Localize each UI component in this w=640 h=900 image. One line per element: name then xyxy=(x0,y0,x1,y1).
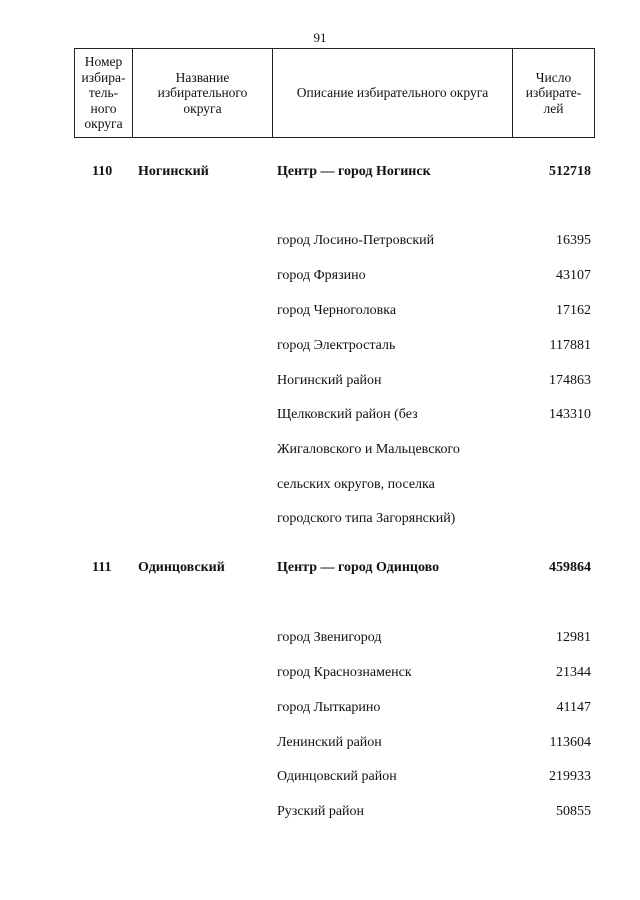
header-number-column: Номер избира- тель- ного округа xyxy=(75,49,133,137)
district-center: Центр — город Ногинск xyxy=(277,164,431,179)
item-value: 50855 xyxy=(556,804,591,819)
item-label: Рузский район xyxy=(277,804,365,819)
item-value: 12981 xyxy=(556,630,591,645)
district-voters: 512718 xyxy=(549,164,591,179)
header-description-column: Описание избирательного округа xyxy=(273,49,513,137)
item-value: 17162 xyxy=(556,303,591,318)
district-voters: 459864 xyxy=(549,560,591,575)
item-value: 143310 xyxy=(549,407,591,422)
district-center: Центр — город Одинцово xyxy=(277,560,440,575)
item-label: Ленинский район xyxy=(277,735,382,750)
district-number: 110 xyxy=(92,164,113,179)
item-value: 113604 xyxy=(549,735,591,750)
item-label: город Лыткарино xyxy=(277,700,381,715)
item-value: 219933 xyxy=(549,769,591,784)
district-number: 111 xyxy=(92,560,112,575)
item-label: город Лосино-Петровский xyxy=(277,233,435,248)
item-value: 43107 xyxy=(556,268,591,283)
item-value: 41147 xyxy=(556,700,591,715)
item-value: 16395 xyxy=(556,233,591,248)
item-label: город Звенигород xyxy=(277,630,382,645)
table-header xyxy=(74,48,595,138)
header-name-column: Название избирательного округа xyxy=(133,49,273,137)
item-label: Щелковский район (без xyxy=(277,407,418,422)
item-continuation: городского типа Загорянский) xyxy=(277,511,456,526)
item-continuation: Жигаловского и Мальцевского xyxy=(277,442,460,457)
page-number: 91 xyxy=(313,30,327,45)
item-value: 21344 xyxy=(556,665,591,680)
item-label: Одинцовский район xyxy=(277,769,397,784)
header-voters-column: Число избирате- лей xyxy=(525,69,582,116)
item-label: город Краснознаменск xyxy=(277,665,412,680)
district-name: Ногинский xyxy=(138,164,209,179)
district-name: Одинцовский xyxy=(138,560,225,575)
item-label: город Фрязино xyxy=(277,268,366,283)
item-value: 117881 xyxy=(549,338,591,353)
item-label: город Электросталь xyxy=(277,338,396,353)
item-label: город Черноголовка xyxy=(277,303,397,318)
item-continuation: сельских округов, поселка xyxy=(277,477,435,492)
item-label: Ногинский район xyxy=(277,373,382,388)
item-value: 174863 xyxy=(549,373,591,388)
